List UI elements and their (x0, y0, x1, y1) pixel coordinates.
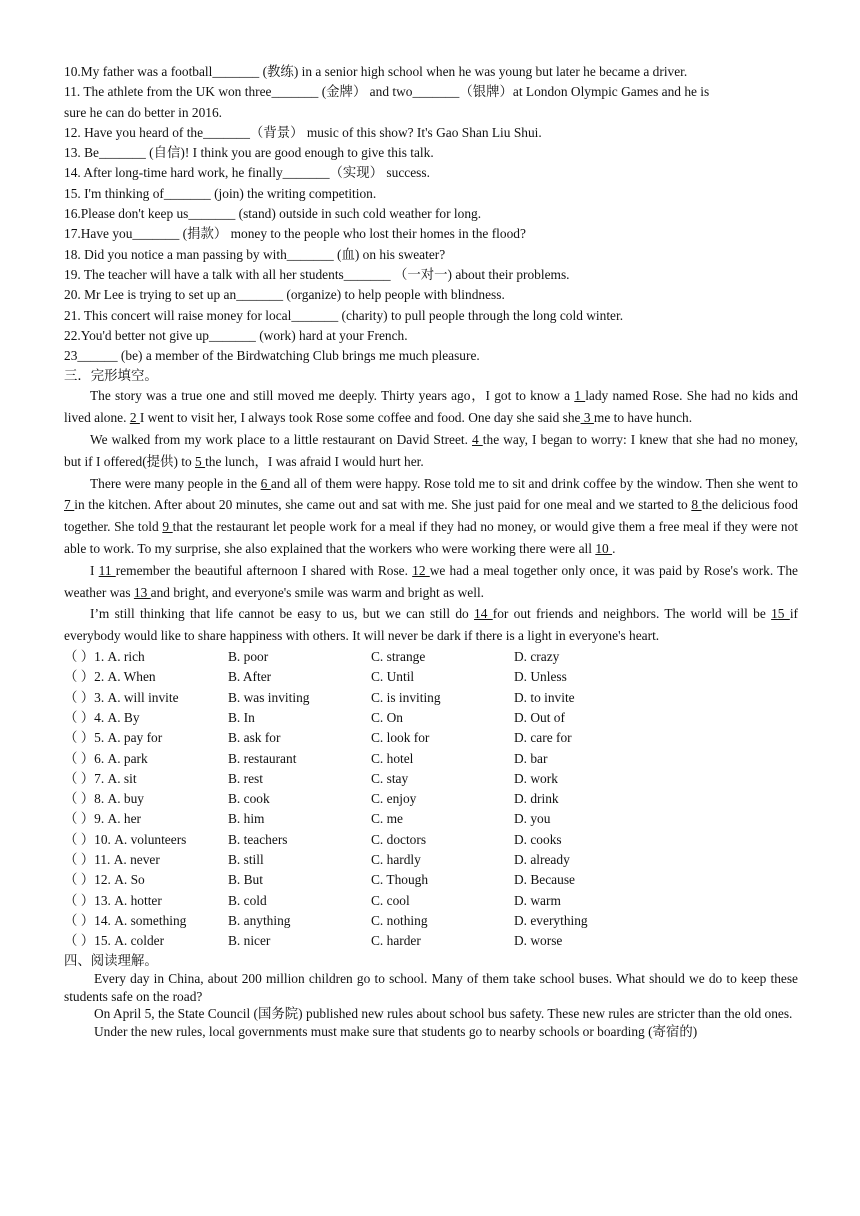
answer-option: D. warm (514, 892, 561, 908)
reading-paragraph: Under the new rules, local governments must make sure that students go to nearby schools or boarding (寄宿的) (94, 1023, 698, 1039)
answer-option: C. On (371, 709, 403, 725)
fill-item: 14. After long-time hard work, he finally_______（实现） success. (64, 165, 430, 181)
cloze-text: the way, I began to worry: I knew that she had no money, but if I offered(提供) to (64, 432, 799, 469)
reading-paragraph: Every day in China, about 200 million children go to school. Many of them take school buses. What should we do to keep these students safe on the road? (64, 971, 798, 1004)
cloze-blank: 5 (195, 453, 206, 469)
cloze-question-row (64, 809, 798, 829)
cloze-paragraph (64, 385, 798, 429)
cloze-text: I’m still thinking that life cannot be easy to us, but we can still do (90, 606, 475, 622)
cloze-question-row (64, 708, 798, 728)
question-number-and-option-a: （ ）11. A. never (64, 851, 160, 867)
question-number-and-option-a: （ ）10. A. volunteers (64, 831, 187, 847)
cloze-text: in the kitchen. After about 20 minutes, she came out and sat with me. She just paid for one meal and we started to (74, 497, 692, 513)
vocabulary-fill-section (64, 62, 798, 366)
fill-item: 23______ (be) a member of the Birdwatching Club brings me much pleasure. (64, 348, 480, 364)
fill-item: 17.Have you_______ (捐款） money to the people who lost their homes in the flood? (64, 226, 526, 242)
cloze-text: me to have hunch. (593, 410, 693, 426)
cloze-blank: 4 (472, 432, 483, 448)
cloze-passage (64, 385, 798, 647)
answer-option: C. nothing (371, 912, 428, 928)
fill-item: 16.Please don't keep us_______ (stand) outside in such cold weather for long. (64, 206, 482, 222)
answer-option: B. rest (228, 770, 263, 786)
cloze-text: . (612, 541, 616, 557)
answer-option: C. strange (371, 649, 426, 665)
answer-option: B. him (228, 811, 265, 827)
answer-option: D. worse (514, 933, 563, 949)
cloze-question-row (64, 931, 798, 951)
answer-option: C. harder (371, 933, 421, 949)
answer-option: D. Unless (514, 669, 567, 685)
cloze-paragraph (64, 603, 798, 647)
answer-option: D. you (514, 811, 551, 827)
cloze-text: There were many people in the (90, 475, 261, 491)
fill-item: 11. The athlete from the UK won three_______ (金牌） and two_______（银牌）at London Olympic Games and he is (64, 84, 710, 100)
cloze-heading: 三．完形填空。 (64, 368, 158, 384)
question-number-and-option-a: （ ）4. A. By (64, 709, 140, 725)
cloze-text: the lunch，I was afraid I would hurt her. (205, 453, 424, 469)
answer-option: B. In (228, 709, 255, 725)
answer-option: D. already (514, 851, 570, 867)
fill-item: 18. Did you notice a man passing by with_______ (血) on his sweater? (64, 246, 446, 262)
answer-option: D. drink (514, 791, 559, 807)
answer-option: C. Until (371, 669, 415, 685)
answer-option: C. look for (371, 730, 430, 746)
answer-option: C. Though (371, 872, 429, 888)
reading-heading: 四、阅读理解。 (64, 953, 158, 969)
reading-passage (64, 970, 798, 1040)
cloze-text: we had a meal together only once, it was paid by Rose's work. The weather was (64, 562, 798, 600)
cloze-text: for out friends and neighbors. The world will be (492, 606, 772, 622)
cloze-blank: 13 (133, 584, 151, 600)
cloze-question-row (64, 891, 798, 911)
cloze-text: the delicious food together. She told (64, 497, 798, 535)
cloze-question-row (64, 667, 798, 687)
answer-option: B. nicer (228, 933, 271, 949)
cloze-question-row (64, 647, 798, 667)
answer-option: B. poor (228, 649, 269, 665)
answer-option: D. crazy (514, 649, 560, 665)
answer-option: C. hardly (371, 851, 421, 867)
cloze-blank: 10 (595, 541, 613, 557)
reading-paragraph: On April 5, the State Council (国务院) published new rules about school bus safety. These new rules are stricter than the old ones. (94, 1006, 793, 1022)
question-number-and-option-a: （ ）1. A. rich (64, 649, 145, 665)
question-number-and-option-a: （ ）6. A. park (64, 750, 148, 766)
cloze-text: if everybody would like to share happiness with others. It will never be dark if there is a light in everyone's heart. (64, 606, 798, 644)
answer-option: D. to invite (514, 689, 575, 705)
cloze-blank: 3 (580, 410, 594, 426)
answer-option: B. cook (228, 791, 270, 807)
cloze-question-row (64, 749, 798, 769)
worksheet-page (64, 62, 798, 1040)
answer-option: D. care for (514, 730, 572, 746)
cloze-blank: 6 (260, 475, 271, 491)
fill-item: sure he can do better in 2016. (64, 104, 223, 120)
question-number-and-option-a: （ ）8. A. buy (64, 791, 144, 807)
cloze-text: The story was a true one and still moved me deeply. Thirty years ago，I got to know a (90, 388, 575, 404)
cloze-question-row (64, 688, 798, 708)
answer-option: B. was inviting (228, 689, 310, 705)
question-number-and-option-a: （ ）2. A. When (64, 669, 156, 685)
answer-option: C. enjoy (371, 791, 417, 807)
cloze-text: We walked from my work place to a little restaurant on David Street. (90, 432, 473, 448)
answer-option: B. still (228, 851, 264, 867)
answer-option: C. is inviting (371, 689, 441, 705)
answer-option: D. Out of (514, 709, 565, 725)
question-number-and-option-a: （ ）15. A. colder (64, 933, 165, 949)
answer-option: C. me (371, 811, 403, 827)
answer-option: D. work (514, 770, 558, 786)
question-number-and-option-a: （ ）12. A. So (64, 872, 145, 888)
cloze-question-row (64, 769, 798, 789)
cloze-question-row (64, 830, 798, 850)
question-number-and-option-a: （ ）7. A. sit (64, 770, 137, 786)
answer-option: D. bar (514, 750, 548, 766)
cloze-question-row (64, 850, 798, 870)
question-number-and-option-a: （ ）5. A. pay for (64, 730, 163, 746)
cloze-text: lady named Rose. She had no kids and lived alone. (64, 388, 798, 426)
answer-option: D. cooks (514, 831, 562, 847)
cloze-blank: 12 (412, 562, 430, 578)
cloze-paragraph (64, 429, 798, 473)
answer-option: C. cool (371, 892, 410, 908)
answer-option: D. everything (514, 912, 588, 928)
cloze-text: that the restaurant let people work for a meal if they had no money, or would give them a free meal if they were not able to work. To my surprise, she also explained that the workers who were working there were all (64, 519, 798, 557)
cloze-paragraph (64, 560, 798, 604)
cloze-text: I (90, 562, 99, 578)
fill-item: 21. This concert will raise money for local_______ (charity) to pull people through the long cold winter. (64, 307, 624, 323)
question-number-and-option-a: （ ）14. A. something (64, 912, 187, 928)
question-number-and-option-a: （ ）3. A. will invite (64, 689, 179, 705)
cloze-blank: 1 (574, 388, 586, 404)
fill-item: 15. I'm thinking of_______ (join) the writing competition. (64, 185, 377, 201)
answer-option: B. But (228, 872, 263, 888)
answer-option: B. teachers (228, 831, 288, 847)
cloze-blank: 7 (64, 497, 75, 513)
question-number-and-option-a: （ ）9. A. her (64, 811, 141, 827)
answer-option: B. restaurant (228, 750, 297, 766)
cloze-text: I went to visit her, I always took Rose some coffee and food. One day she said she (139, 410, 581, 426)
answer-option: B. ask for (228, 730, 281, 746)
cloze-blank: 9 (162, 519, 173, 535)
fill-item: 12. Have you heard of the_______（背景） music of this show? It's Gao Shan Liu Shui. (64, 124, 542, 140)
cloze-paragraph (64, 473, 798, 560)
cloze-question-row (64, 911, 798, 931)
cloze-text: remember the beautiful afternoon I shared with Rose. (115, 562, 413, 578)
answer-option: C. stay (371, 770, 409, 786)
question-number-and-option-a: （ ）13. A. hotter (64, 892, 162, 908)
cloze-text: and bright, and everyone's smile was warm and bright as well. (150, 584, 485, 600)
fill-item: 19. The teacher will have a talk with all her students_______ （一对一) about their problems. (64, 266, 570, 282)
cloze-blank: 11 (98, 562, 116, 578)
answer-option: B. anything (228, 912, 291, 928)
fill-item: 20. Mr Lee is trying to set up an_______ (organize) to help people with blindness. (64, 287, 505, 303)
cloze-question-row (64, 789, 798, 809)
cloze-blank: 2 (129, 410, 140, 426)
answer-option: C. doctors (371, 831, 427, 847)
cloze-blank: 14 (474, 606, 493, 622)
cloze-blank: 8 (691, 497, 702, 513)
cloze-text: and all of them were happy. Rose told me to sit and drink coffee by the window. Then she went to (270, 475, 798, 491)
cloze-blank: 15 (771, 606, 790, 622)
answer-option: C. hotel (371, 750, 414, 766)
answer-option: B. After (228, 669, 272, 685)
cloze-question-row (64, 870, 798, 890)
cloze-answer-options (64, 647, 798, 951)
fill-item: 10.My father was a football_______ (教练) in a senior high school when he was young but later he became a driver. (64, 64, 688, 79)
answer-option: D. Because (514, 872, 575, 888)
cloze-question-row (64, 728, 798, 748)
answer-option: B. cold (228, 892, 267, 908)
fill-item: 13. Be_______ (自信)! I think you are good enough to give this talk. (64, 145, 434, 161)
fill-item: 22.You'd better not give up_______ (work) hard at your French. (64, 327, 408, 343)
